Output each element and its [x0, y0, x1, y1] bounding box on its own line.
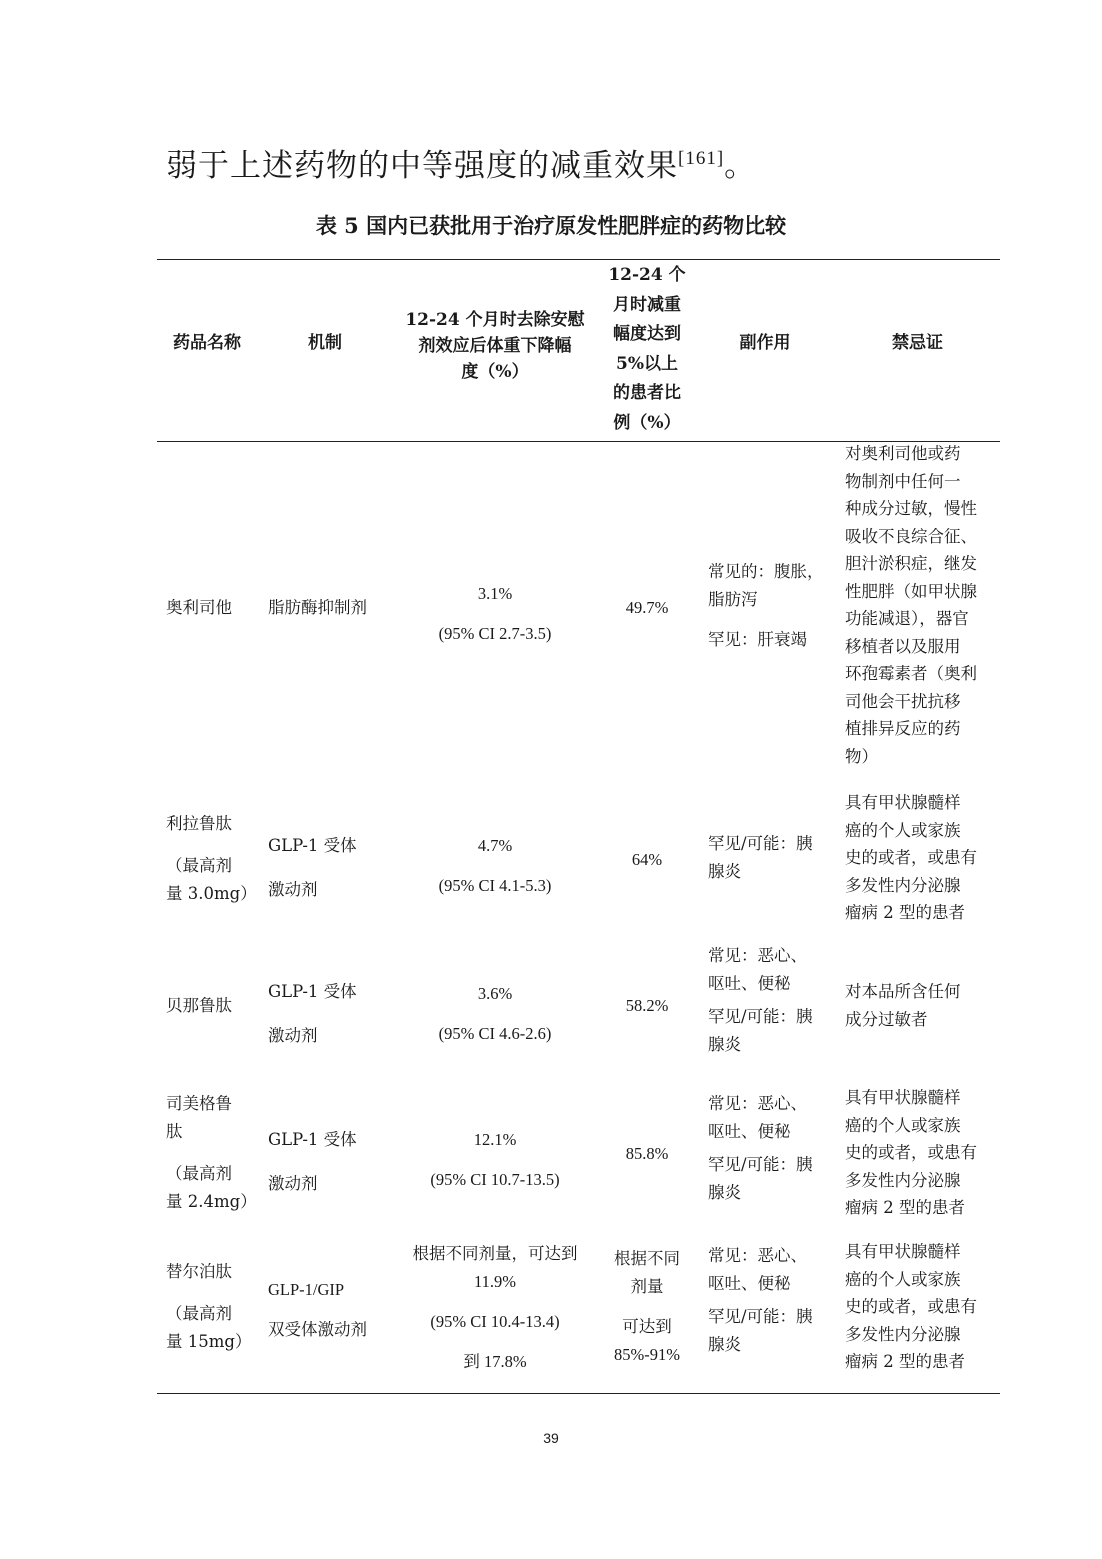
weight-loss-ci: (95% CI 10.4-13.4) [430, 1312, 560, 1331]
contra-line: 具有甲状腺髓样 [845, 793, 961, 812]
header-pct-line3: 幅度达到 [613, 324, 681, 344]
contra-line: 多发性内分泌腺 [845, 875, 961, 895]
side-effect-line: 腺炎 [708, 1183, 741, 1202]
contra-line: 多发性内分泌腺 [845, 1324, 961, 1344]
responder-pct [598, 1245, 696, 1369]
contra-line: 种成分过敏，慢性 [845, 499, 977, 518]
table-caption: 表 5 国内已获批用于治疗原发性肥胖症的药物比较 [315, 213, 787, 238]
contra-line: 功能减退），器官 [845, 609, 969, 628]
contra-line: 对奥利司他或药 [845, 444, 961, 463]
drug-name-line: 利拉鲁肽 [166, 814, 232, 833]
side-effect-line: 罕见/可能：胰 [708, 1155, 813, 1174]
drug-name: 贝那鲁肽 [166, 996, 232, 1015]
side-effect-line: 腺炎 [708, 1035, 741, 1054]
drug-name: 奥利司他 [166, 598, 232, 617]
contra-line: 物） [845, 746, 878, 766]
contra-line: 植排异反应的药 [845, 719, 961, 738]
drug-name-line: （最高剂 [166, 856, 232, 875]
drug-name-line: （最高剂 [166, 1304, 232, 1323]
contraindications [845, 978, 995, 1033]
side-effects [708, 1090, 813, 1207]
side-effect-line: 呕吐、便秘 [708, 974, 791, 993]
contra-line: 具有甲状腺髓样 [845, 1242, 961, 1261]
header-pct-line5: 的患者比 [613, 383, 681, 403]
contra-line: 多发性内分泌腺 [845, 1170, 961, 1190]
weight-loss-ci: (95% CI 4.6-2.6) [438, 1024, 552, 1043]
weight-loss-value: 12.1% [473, 1130, 517, 1149]
contra-line: 对本品所含任何 [845, 982, 961, 1001]
side-effects [708, 558, 824, 654]
header-weight-loss [392, 307, 598, 385]
contraindications [845, 789, 995, 927]
mechanism [268, 1118, 357, 1206]
weight-loss [400, 826, 590, 906]
drug-name-line: 司美格鲁 [166, 1094, 232, 1113]
mechanism-line: GLP-1 受体 [268, 1130, 357, 1149]
citation-ref[interactable]: [161] [678, 148, 725, 169]
side-effect-line: 常见：恶心、 [708, 1094, 807, 1113]
responder-pct: 85.8% [625, 1144, 669, 1163]
drug-name [166, 1090, 257, 1216]
side-effects [708, 942, 813, 1059]
header-weight-loss-line1: 12-24 个月时去除安慰 [405, 310, 585, 330]
header-responder-pct [597, 261, 697, 438]
responder-pct-line: 剂量 [630, 1277, 664, 1296]
mechanism-line: 激动剂 [268, 1026, 318, 1045]
contra-line: 具有甲状腺髓样 [845, 1088, 961, 1107]
side-effects [708, 1242, 813, 1359]
drug-name-line: 量 3.0mg） [166, 884, 257, 903]
drug-name-line: 肽 [166, 1122, 183, 1141]
side-effect-line: 罕见：肝衰竭 [708, 630, 807, 649]
intro-end: 。 [724, 148, 757, 184]
side-effect-line: 腺炎 [708, 1335, 741, 1354]
mechanism [268, 970, 357, 1058]
weight-loss [400, 974, 590, 1054]
contra-line: 成分过敏者 [845, 1009, 928, 1029]
side-effect-line: 常见：恶心、 [708, 1246, 807, 1265]
contraindications [845, 1238, 995, 1376]
contra-line: 环孢霉素者（奥利 [845, 664, 977, 683]
drug-name-line: 替尔泊肽 [166, 1262, 232, 1281]
drug-name [166, 1258, 251, 1356]
header-contraindications: 禁忌证 [892, 333, 943, 353]
page-number: 39 [543, 1430, 559, 1446]
mechanism-line: GLP-1/GIP [268, 1280, 345, 1299]
weight-loss-value: 3.6% [477, 984, 513, 1003]
contra-line: 史的或者，或患有 [845, 1297, 977, 1316]
mechanism-line: GLP-1 受体 [268, 836, 357, 855]
responder-pct-line: 可达到 [622, 1317, 672, 1336]
header-pct-line1: 12-24 个 [608, 265, 686, 285]
contra-line: 瘤病 2 型的患者 [845, 1198, 965, 1217]
side-effect-line: 常见的：腹胀， [708, 562, 824, 581]
mechanism-line: 激动剂 [268, 1174, 318, 1193]
weight-loss-ci: (95% CI 2.7-3.5) [438, 624, 552, 643]
side-effect-line: 呕吐、便秘 [708, 1122, 791, 1141]
contra-line: 瘤病 2 型的患者 [845, 903, 965, 922]
responder-pct: 49.7% [625, 598, 669, 617]
contra-line: 司他会干扰抗移 [845, 691, 961, 711]
side-effect-line: 罕见/可能：胰 [708, 834, 813, 853]
header-mechanism: 机制 [308, 333, 342, 353]
weight-loss-ci: (95% CI 4.1-5.3) [438, 876, 552, 895]
header-pct-line4: 5%以上 [616, 353, 678, 374]
weight-loss-line: 到 17.8% [463, 1352, 527, 1371]
side-effect-line: 脂肪泻 [708, 590, 758, 609]
weight-loss-line: 根据不同剂量，可达到 [412, 1244, 578, 1263]
contra-line: 移植者以及服用 [845, 636, 961, 656]
weight-loss-ci: (95% CI 10.7-13.5) [430, 1170, 560, 1189]
side-effects [708, 830, 813, 886]
weight-loss [400, 574, 590, 654]
side-effect-line: 呕吐、便秘 [708, 1274, 791, 1293]
responder-pct-line: 根据不同 [614, 1249, 680, 1268]
mechanism-line: GLP-1 受体 [268, 982, 357, 1001]
contra-line: 吸收不良综合征、 [845, 526, 977, 546]
side-effect-line: 腺炎 [708, 862, 741, 881]
mechanism: 脂肪酶抑制剂 [268, 598, 367, 617]
contra-line: 瘤病 2 型的患者 [845, 1352, 965, 1371]
table-top-rule [157, 259, 1000, 260]
weight-loss-value: 11.9% [473, 1272, 516, 1291]
contraindications [845, 440, 995, 770]
side-effect-line: 罕见/可能：胰 [708, 1007, 813, 1026]
weight-loss [395, 1240, 595, 1376]
weight-loss-value: 4.7% [477, 836, 513, 855]
header-pct-line6: 例（%） [613, 412, 681, 433]
mechanism [268, 824, 357, 912]
mechanism [268, 1270, 367, 1350]
contra-line: 癌的个人或家族 [845, 1269, 961, 1289]
drug-name-line: 量 2.4mg） [166, 1192, 257, 1211]
contra-line: 胆汁淤积症，继发 [845, 554, 977, 573]
contra-line: 史的或者，或患有 [845, 848, 977, 867]
responder-pct: 64% [631, 850, 663, 869]
mechanism-line: 激动剂 [268, 880, 318, 899]
mechanism-line: 双受体激动剂 [268, 1320, 367, 1339]
weight-loss-value: 3.1% [477, 584, 513, 603]
header-drug-name: 药品名称 [173, 333, 241, 353]
contra-line: 史的或者，或患有 [845, 1143, 977, 1162]
contraindications [845, 1084, 995, 1222]
contra-line: 性肥胖（如甲状腺 [845, 581, 977, 601]
table-bottom-rule [157, 1393, 1000, 1394]
side-effect-line: 罕见/可能：胰 [708, 1307, 813, 1326]
drug-name [166, 810, 257, 908]
contra-line: 物制剂中任何一 [845, 471, 961, 491]
drug-name-line: 量 15mg） [166, 1332, 252, 1351]
side-effect-line: 常见：恶心、 [708, 946, 807, 965]
intro-paragraph [166, 140, 756, 185]
header-weight-loss-line2: 剂效应后体重下降幅 [418, 336, 572, 356]
contra-line: 癌的个人或家族 [845, 1115, 961, 1135]
responder-pct: 58.2% [625, 996, 669, 1015]
intro-text: 弱于上述药物的中等强度的减重效果 [166, 148, 678, 184]
drug-name-line: （最高剂 [166, 1164, 232, 1183]
contra-line: 癌的个人或家族 [845, 820, 961, 840]
header-side-effects: 副作用 [739, 333, 791, 353]
responder-pct-line: 85%-91% [614, 1345, 680, 1364]
weight-loss [400, 1120, 590, 1200]
header-weight-loss-line3: 度（%） [461, 362, 529, 382]
header-pct-line2: 月时减重 [613, 294, 681, 315]
